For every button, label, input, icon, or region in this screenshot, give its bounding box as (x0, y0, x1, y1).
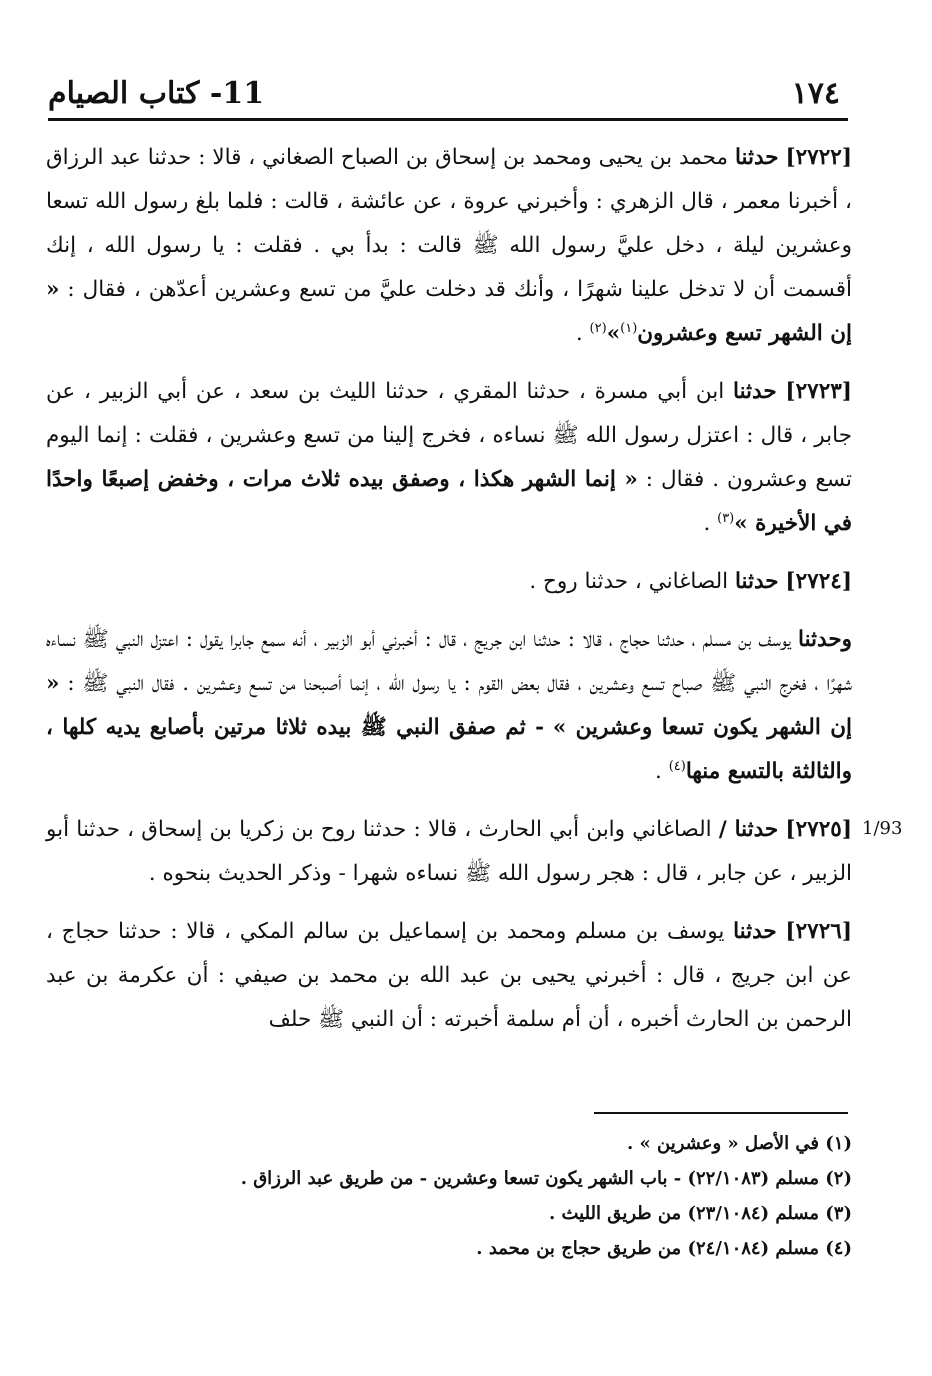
hadith-2723 (46, 370, 852, 546)
hadith-number: [٢٧٢٥] (785, 817, 852, 842)
hadith-lead: حدثنا / (718, 817, 779, 842)
hadith-isnad: الصاغاني وابن أبي الحارث ، قالا : حدثنا روح بن زكريا بن إسحاق ، حدثنا أبو الزبير ، عن جابر ، قال : هجر رسول الله ﷺ نساءه شهرا - وذكر الحديث بنحوه . (46, 817, 852, 886)
hadith-isnad: الصاغاني ، حدثنا روح . (529, 569, 729, 594)
hadith-end: . (655, 759, 669, 784)
footnote-marker: (٢) (589, 320, 607, 336)
hadith-2724 (46, 560, 852, 604)
footnote-marker: (٣) (717, 510, 735, 526)
hadith-matn-continued: - ثم صفق النبي ﷺ بيده ثلاثا مرتين بأصابع يديه كلها ، والثالثة بالتسع منها (46, 715, 852, 784)
hadith-2725 (46, 808, 852, 896)
hadith-number: [٢٧٢٣] (785, 379, 852, 404)
page-number: ١٧٤ (791, 76, 840, 111)
hadith-matn: « إن الشهر يكون تسعا وعشرين » (46, 671, 852, 740)
manuscript-folio-note: 1/93 (862, 818, 903, 839)
hadith-matn: « إن الشهر تسع وعشرون (46, 277, 852, 346)
hadith-2722 (46, 136, 852, 356)
hadith-matn-close: » (606, 321, 621, 346)
hadith-end: . (575, 321, 590, 346)
hadith-number: [٢٧٢٤] (785, 569, 852, 594)
header-divider (48, 118, 848, 121)
hadith-number: [٢٧٢٦] (785, 919, 852, 944)
hadith-lead: حدثنا (733, 379, 777, 404)
hadith-lead: حدثنا (734, 569, 779, 594)
hadith-lead: وحدثنا (798, 627, 852, 652)
hadith-isnad: يوسف بن مسلم ، حدثنا حجاج ، قالا : حدثنا ابن جريج ، قال : أخبرني أبو الزبير ، أنه سمع جابرا يقول : اعتزل النبي ﷺ نساءه شهرًا ، فخرج النبي ﷺ صباح تسع وعشرين ، فقال بعض القوم : يا رسول الله ، إنما أصبحنا من تسع وعشرين . فقال النبي ﷺ : (46, 627, 852, 696)
page-header (48, 70, 840, 118)
footnote-divider (594, 1112, 848, 1114)
footnote-1: (١) في الأصل « وعشرين » . (626, 1133, 852, 1154)
chapter-title: 11- كتاب الصيام (48, 76, 265, 111)
footnote-3: (٣) مسلم (٢٣/١٠٨٤) من طريق الليث . (548, 1203, 852, 1224)
main-text (46, 136, 852, 1056)
hadith-lead: حدثنا (734, 145, 779, 170)
footnote-4: (٤) مسلم (٢٤/١٠٨٤) من طريق حجاج بن محمد . (476, 1238, 852, 1259)
footnote-marker: (١) (620, 320, 638, 336)
hadith-matn: « إنما الشهر هكذا ، وصفق بيده ثلاث مرات ، وخفض إصبعًا واحدًا في الأخيرة » (46, 467, 852, 536)
footnotes (46, 1126, 852, 1266)
hadith-number: [٢٧٢٢] (785, 145, 853, 170)
hadith-lead: حدثنا (733, 919, 777, 944)
hadith-isnad: يوسف بن مسلم ومحمد بن إسماعيل بن سالم المكي ، قالا : حدثنا حجاج ، عن ابن جريج ، قال : أخبرني يحيى بن عبد الله بن محمد بن صيفي : أن عكرمة بن عبد الرحمن بن الحارث أخبره ، أن أم سلمة أخبرته : أن النبي ﷺ حلف (46, 919, 852, 1032)
hadith-isnad: ابن أبي مسرة ، حدثنا المقري ، حدثنا الليث بن سعد ، عن أبي الزبير ، عن جابر ، قال : اعتزل رسول الله ﷺ نساءه ، فخرج إلينا من تسع وعشرين ، فقلت : إنما اليوم تسع وعشرون . فقال : (46, 379, 852, 492)
footnote-2: (٢) مسلم (٢٢/١٠٨٣) - باب الشهر يكون تسعا وعشرين - من طريق عبد الرزاق . (240, 1168, 852, 1189)
hadith-end: . (703, 511, 718, 536)
hadith-2724-continued (46, 618, 852, 794)
footnote-marker: (٤) (668, 758, 686, 774)
hadith-2726 (46, 910, 852, 1042)
hadith-isnad: محمد بن يحيى ومحمد بن إسحاق بن الصباح الصغاني ، قالا : حدثنا عبد الرزاق ، أخبرنا معمر ، قال الزهري : وأخبرني عروة ، عن عائشة ، قالت : فلما بلغ رسول الله تسعا وعشرين ليلة ، دخل عليَّ رسول الله ﷺ قالت : بدأ بي . فقلت : يا رسول الله ، إنك أقسمت أن لا تدخل علينا شهرًا ، وأنك قد دخلت عليَّ من تسع وعشرين أعدّهن ، فقال : (46, 145, 852, 302)
